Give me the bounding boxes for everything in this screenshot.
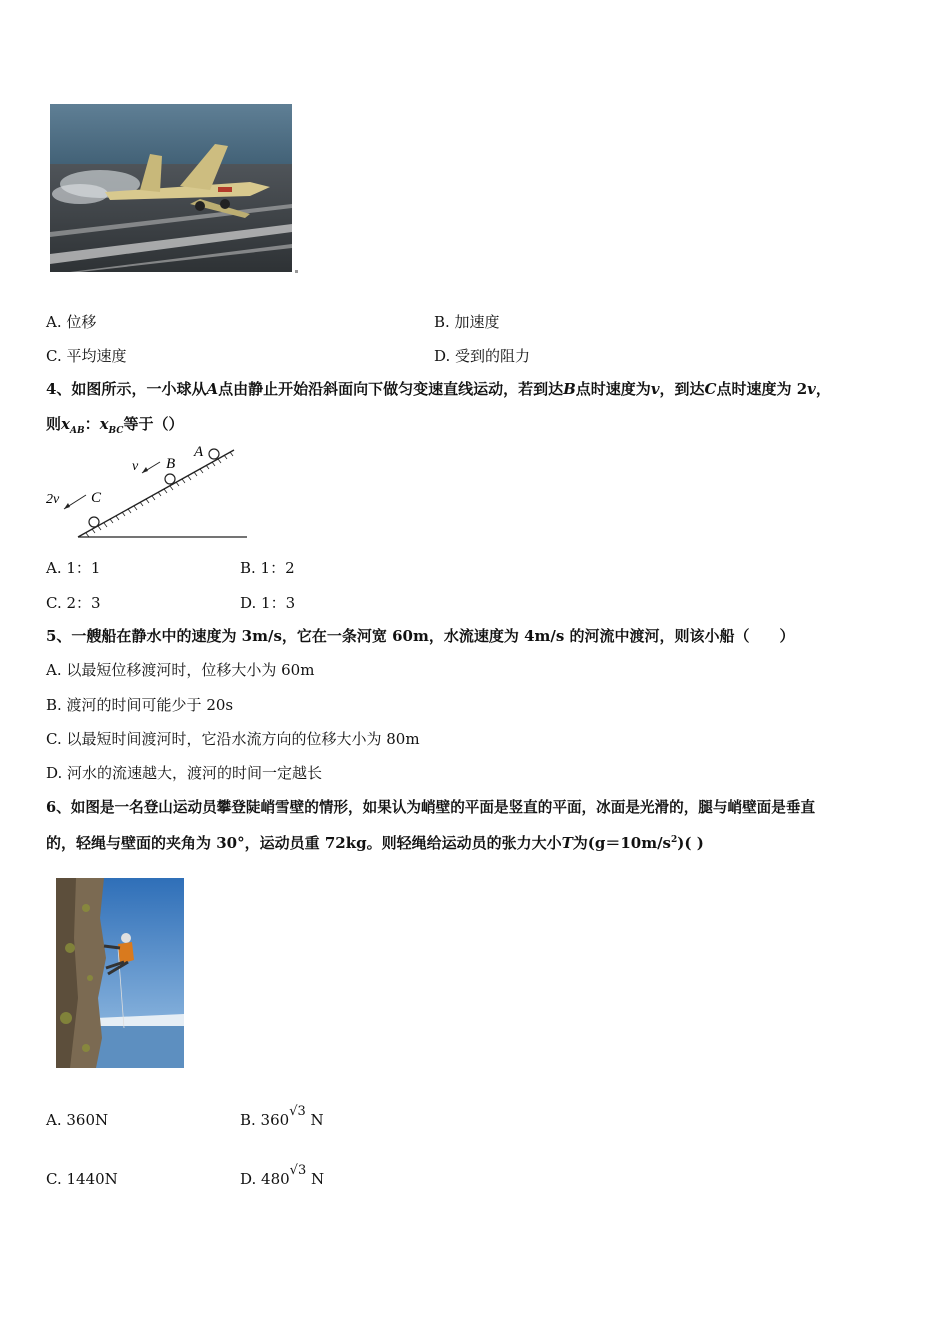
q6-tension-t: T [561, 834, 573, 852]
q4-option-a[interactable]: A. 1：1 [46, 559, 101, 577]
q4-text: 则 [46, 415, 62, 433]
arrow-2v-head [64, 503, 70, 509]
q4-stem-line2 [46, 413, 183, 436]
q4-text: ， [815, 380, 831, 398]
q6-text: )( ) [677, 834, 704, 852]
q5-option-c[interactable]: C. 以最短时间渡河时，它沿水流方向的位移大小为 80m [46, 730, 420, 748]
q6-text: 的，轻绳与壁面的夹角为 30°，运动员重 72kg。则轻绳给运动员的张力大小 [46, 834, 562, 852]
q3-option-d[interactable]: D. 受到的阻力 [434, 347, 531, 365]
label-b: B [166, 456, 176, 472]
q4-option-c[interactable]: C. 2：3 [46, 594, 101, 612]
q4-text: 等于（） [123, 415, 184, 433]
incline-diagram [42, 440, 254, 544]
incline-line [78, 450, 234, 537]
q6-option-d-unit: N [311, 1170, 325, 1188]
incline-hatching [86, 452, 233, 537]
q4-velocity-v: v [650, 380, 660, 398]
q6-superscript: 2 [671, 835, 678, 845]
q6-option-c[interactable]: C. 1440N [46, 1170, 118, 1188]
q4-text: ，到达 [659, 380, 705, 398]
q5-option-d[interactable]: D. 河水的流速越大，渡河的时间一定越长 [46, 764, 323, 782]
q6-option-a[interactable]: A. 360N [46, 1111, 109, 1129]
q4-subscript-bc: BC [108, 426, 124, 436]
q4-point-c: C [704, 380, 717, 398]
q4-velocity-v: v [807, 380, 816, 398]
q4-point-a: A [206, 380, 219, 398]
q5-option-b[interactable]: B. 渡河的时间可能少于 20s [46, 696, 234, 714]
q6-option-b[interactable] [240, 1104, 324, 1129]
q4-stem-line1 [46, 378, 831, 399]
q6-option-d-value: D. 480 [240, 1170, 290, 1188]
ball-c [89, 517, 99, 527]
q4-subscript-ab: AB [69, 426, 85, 436]
q6-stem-line1: 6、如图是一名登山运动员攀登陡峭雪壁的情形，如果认为峭壁的平面是竖直的平面，冰面是光滑的，腿与峭壁面是垂直 [46, 799, 816, 816]
q5-stem: 5、一艘船在静水中的速度为 3m/s，它在一条河宽 60m，水流速度为 4m/s 的河流中渡河，则该小船（ ） [46, 627, 795, 645]
q6-option-b-unit: N [310, 1111, 324, 1129]
q3-option-b[interactable]: B. 加速度 [434, 313, 500, 331]
q4-option-d[interactable]: D. 1：3 [240, 594, 296, 612]
sqrt-3-symbol: √3 [289, 1163, 307, 1178]
ball-b [165, 474, 175, 484]
q4-x-symbol: x [99, 415, 109, 433]
q6-stem-line2 [46, 832, 704, 853]
ball-a [209, 449, 219, 459]
label-2v: 2v [46, 492, 60, 507]
q6-option-d[interactable] [240, 1163, 325, 1188]
arrow-v-head [142, 467, 148, 473]
sqrt-3-symbol: √3 [289, 1104, 306, 1119]
q4-text: 点由静止开始沿斜面向下做匀变速直线运动，若到达 [218, 380, 564, 398]
label-a: A [194, 444, 204, 460]
q4-text: 4、如图所示，一小球从 [46, 380, 207, 398]
label-c: C [91, 490, 102, 506]
q4-point-b: B [563, 380, 576, 398]
q6-text: 为(g＝10m/s [572, 834, 672, 852]
climber-photo [56, 878, 184, 1068]
caption-dot [295, 270, 298, 273]
aircraft-carrier-jet-photo [50, 104, 292, 272]
q4-text: 点时速度为 2 [716, 380, 808, 398]
q6-option-b-value: B. 360 [240, 1111, 290, 1129]
q3-option-c[interactable]: C. 平均速度 [46, 347, 127, 365]
q4-option-b[interactable]: B. 1：2 [240, 559, 295, 577]
q4-text: ： [84, 415, 100, 433]
q5-option-a[interactable]: A. 以最短位移渡河时，位移大小为 60m [46, 661, 315, 679]
q4-x-symbol: x [61, 415, 70, 433]
q4-text: 点时速度为 [575, 380, 651, 398]
label-v: v [132, 459, 139, 474]
q3-option-a[interactable]: A. 位移 [46, 313, 97, 331]
